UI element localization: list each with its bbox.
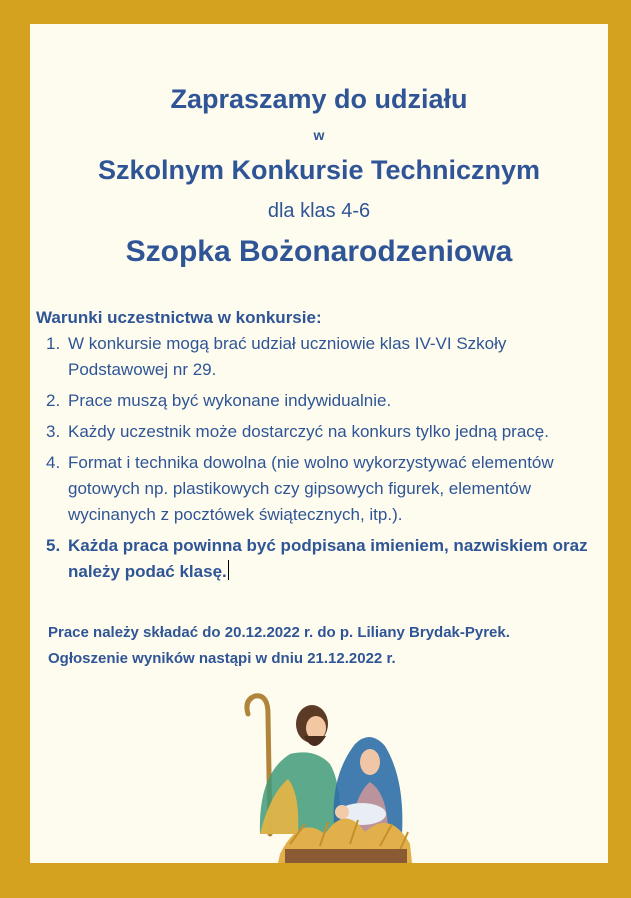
condition-text: Każdy uczestnik może dostarczyć na konkurs tylko jedną pracę. <box>68 422 549 441</box>
heading-invite: Zapraszamy do udziału <box>170 84 468 114</box>
text-cursor <box>228 560 229 580</box>
heading-theme: Szopka Bożonarodzeniowa <box>125 235 513 268</box>
condition-text: Każda praca powinna być podpisana imieniem, nazwiskiem oraz należy podać klasę. <box>68 536 588 581</box>
condition-number: 1. <box>46 334 61 353</box>
condition-text: W konkursie mogą brać udział uczniowie klas IV-VI Szkoły Podstawowej nr 29. <box>68 334 507 379</box>
conditions-list <box>36 331 604 590</box>
condition-number: 5. <box>46 536 61 555</box>
condition-item <box>36 419 604 445</box>
condition-number: 2. <box>46 391 61 410</box>
condition-text: Format i technika dowolna (nie wolno wykorzystywać elementów gotowych np. plastikowych czy gipsowych figurek, elementów wycinanych z pocztówek świątecznych, itp.). <box>68 453 554 524</box>
condition-item <box>36 331 604 383</box>
flyer-page <box>30 24 608 863</box>
heading-preposition: w <box>313 127 325 143</box>
condition-number: 3. <box>46 422 61 441</box>
condition-item <box>36 450 604 528</box>
condition-text: Prace muszą być wykonane indywidualnie. <box>68 391 392 410</box>
condition-item <box>36 533 604 585</box>
heading-contest-name: Szkolnym Konkursie Technicznym <box>97 155 541 185</box>
heading-grades: dla klas 4-6 <box>267 200 371 222</box>
deadline-note: Prace należy składać do 20.12.2022 r. do p. Liliany Brydak-Pyrek. <box>48 624 510 641</box>
conditions-title: Warunki uczestnictwa w konkursie: <box>36 308 322 327</box>
nativity-illustration <box>230 684 460 863</box>
results-note: Ogłoszenie wyników nastąpi w dniu 21.12.2022 r. <box>48 650 396 667</box>
condition-number: 4. <box>46 453 61 472</box>
condition-item <box>36 388 604 414</box>
